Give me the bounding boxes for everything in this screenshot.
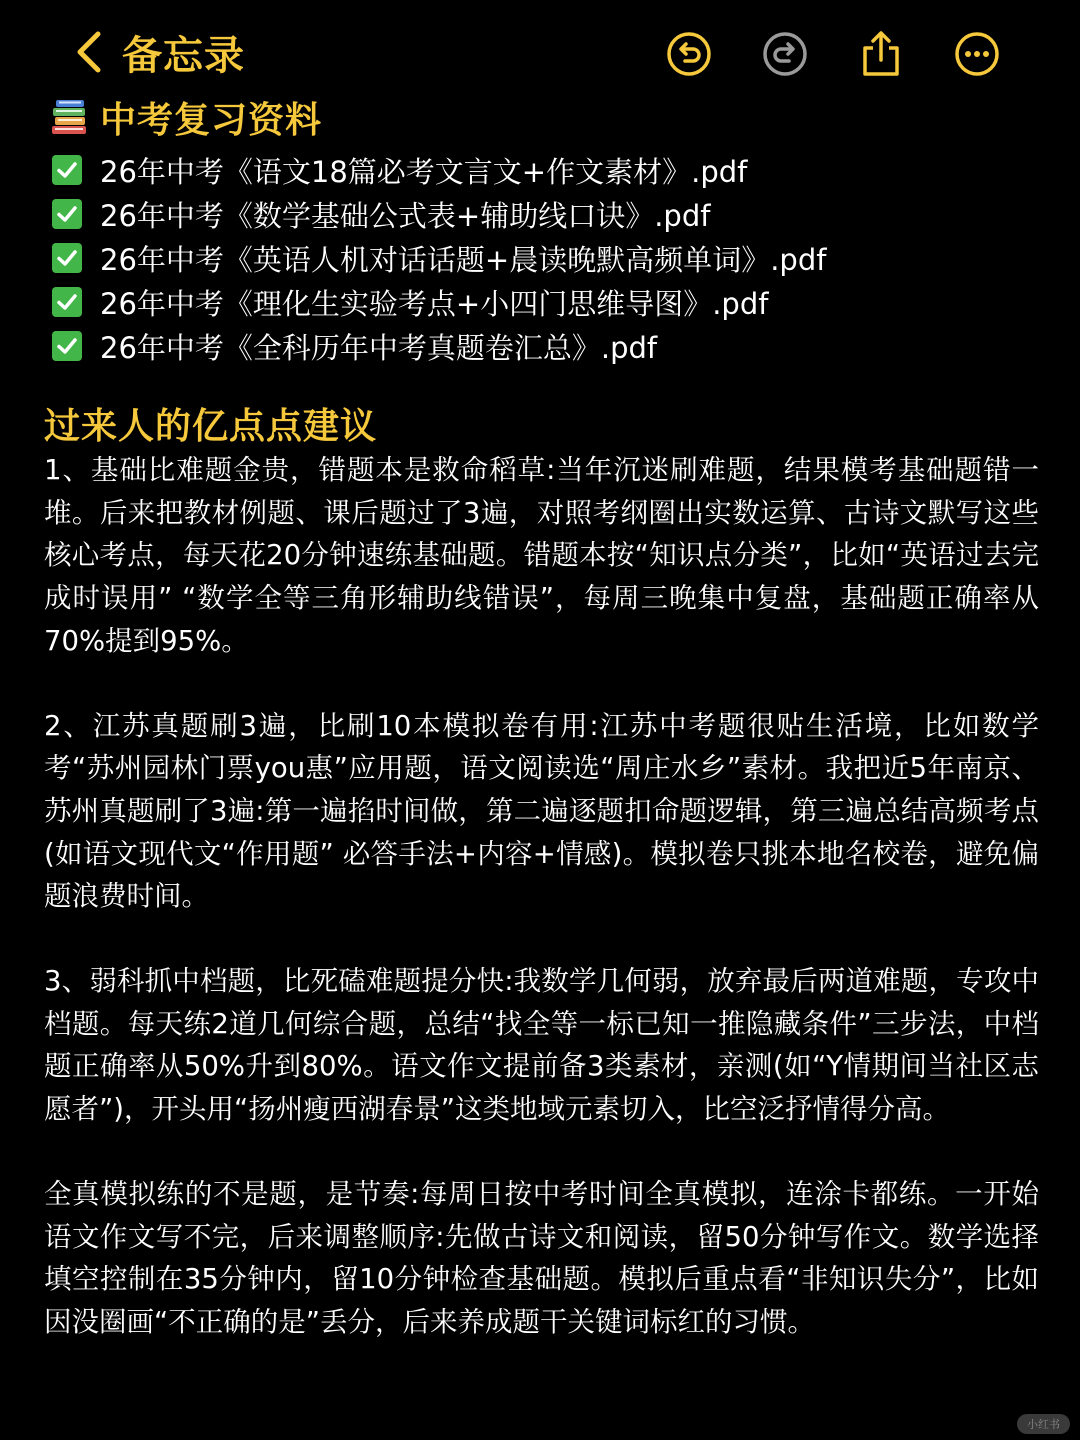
file-name: 26年中考《理化生实验考点+小四门思维导图》.pdf xyxy=(100,286,769,321)
watermark: 小红书 xyxy=(1017,1414,1070,1434)
advice-paragraph: 3、弱科抓中档题，比死磕难题提分快:我数学几何弱，放弃最后两道难题，专攻中档题。每天练2道几何综合题，总结“找全等一标已知一推隐藏条件”三步法，中档题正确率从50%升到80%。语文作文提前备3类素材，亲测(如“Y情期间当社区志愿者”)，开头用“扬州瘦西湖春景”这类地域元素切入，比空泛抒情得分高。 xyxy=(44,965,1039,1126)
back-button[interactable] xyxy=(72,24,245,80)
section-heading: 过来人的亿点点建议 xyxy=(44,406,378,447)
chevron-left-icon xyxy=(72,30,108,74)
advice-paragraph: 2、江苏真题刷3遍，比刷10本模拟卷有用:江苏中考题很贴生活境，比如数学考“苏州园林门票you惠”应用题，语文阅读选“周庄水乡”素材。我把近5年南京、苏州真题刷了3遍:第一遍掐时间做，第二遍逐题扣命题逻辑，第三遍总结高频考点(如语文现代文“作用题” 必答手法+内容+情感)。模拟卷只挑本地名校卷，避免偏题浪费时间。 xyxy=(44,709,1039,913)
top-toolbar xyxy=(0,0,1080,100)
file-name: 26年中考《英语人机对话话题+晨读晚默高频单词》.pdf xyxy=(100,242,827,277)
note-body[interactable] xyxy=(44,449,1039,1386)
share-icon xyxy=(857,30,905,78)
checkmark-icon xyxy=(52,287,82,317)
more-button[interactable] xyxy=(953,30,1001,78)
checkmark-icon xyxy=(52,331,82,361)
file-item[interactable] xyxy=(52,148,826,192)
file-name: 26年中考《语文18篇必考文言文+作文素材》.pdf xyxy=(100,154,748,189)
file-item[interactable] xyxy=(52,236,826,280)
books-icon xyxy=(50,97,90,137)
advice-paragraph: 1、基础比难题金贵，错题本是救命稻草:当年沉迷刷难题，结果模考基础题错一堆。后来把教材例题、课后题过了3遍，对照考纲圈出实数运算、古诗文默写这些核心考点，每天花20分钟速练基础题。错题本按“知识点分类”，比如“英语过去完成时误用” “数学全等三角形辅助线错误”，每周三晚集中复盘，基础题正确率从70%提到95%。 xyxy=(44,454,1039,657)
share-button[interactable] xyxy=(857,30,905,78)
note-title-row xyxy=(50,92,322,142)
redo-button[interactable] xyxy=(761,30,809,78)
checkmark-icon xyxy=(52,243,82,273)
checkmark-icon xyxy=(52,155,82,185)
undo-icon xyxy=(665,30,713,78)
file-item[interactable] xyxy=(52,280,826,324)
advice-paragraph: 全真模拟练的不是题，是节奏:每周日按中考时间全真模拟，连涂卡都练。一开始语文作文写不完，后来调整顺序:先做古诗文和阅读，留50分钟写作文。数学选择填空控制在35分钟内，留10分钟检查基础题。模拟后重点看“非知识失分”，比如因没圈画“不正确的是”丢分，后来养成题干关键词标红的习惯。 xyxy=(44,1177,1039,1338)
file-name: 26年中考《数学基础公式表+辅助线口诀》.pdf xyxy=(100,198,711,233)
file-item[interactable] xyxy=(52,324,826,368)
file-checklist xyxy=(52,148,826,368)
redo-icon xyxy=(761,30,809,78)
more-icon xyxy=(953,30,1001,78)
file-name: 26年中考《全科历年中考真题卷汇总》.pdf xyxy=(100,330,658,365)
note-title: 中考复习资料 xyxy=(100,99,323,141)
back-label: 备忘录 xyxy=(122,32,245,79)
checkmark-icon xyxy=(52,199,82,229)
undo-button[interactable] xyxy=(665,30,713,78)
file-item[interactable] xyxy=(52,192,826,236)
